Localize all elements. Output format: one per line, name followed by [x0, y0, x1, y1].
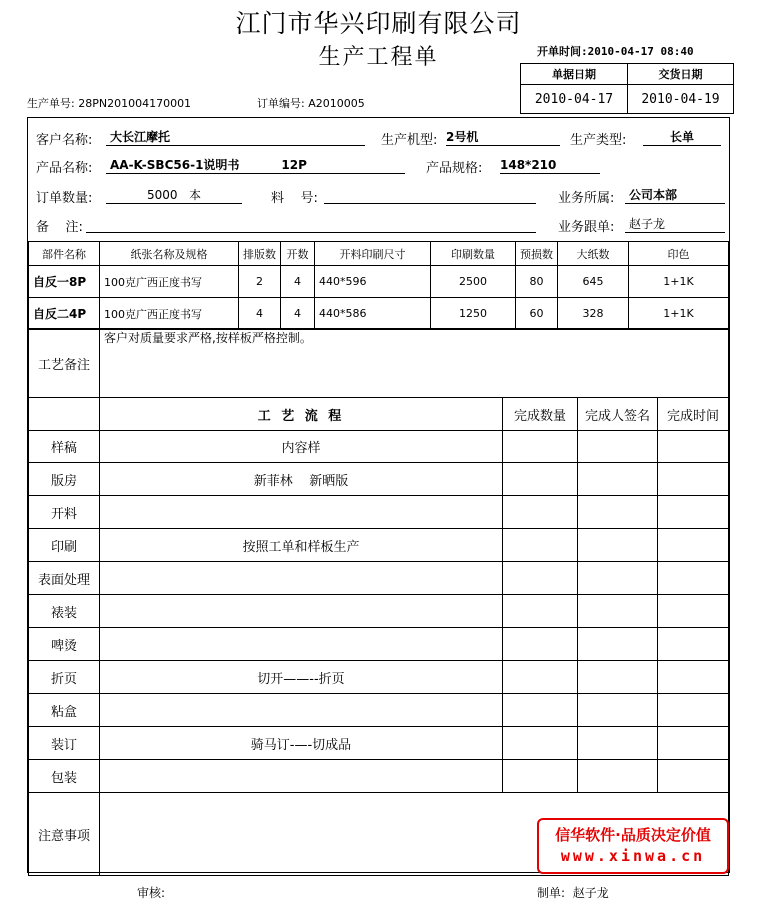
part-layout: 2 [239, 266, 281, 298]
part-cut: 4 [281, 266, 315, 298]
done-qty-cell[interactable] [503, 628, 578, 661]
signer-cell[interactable] [578, 562, 658, 595]
parts-header-row [29, 242, 729, 266]
col-sheets: 大纸数 [558, 242, 629, 266]
signer-cell[interactable] [578, 694, 658, 727]
col-print-qty: 印刷数量 [431, 242, 516, 266]
parts-table [28, 241, 729, 330]
process-step: 折页 [29, 661, 100, 694]
customer-value: 大长江摩托 [106, 129, 365, 146]
process-row [29, 595, 729, 628]
process-step: 版房 [29, 463, 100, 496]
part-sheets: 328 [558, 298, 629, 330]
process-row [29, 628, 729, 661]
delivery-date-header: 交货日期 [628, 64, 734, 85]
signer-cell[interactable] [578, 496, 658, 529]
done-time-cell[interactable] [658, 694, 729, 727]
part-color: 1+1K [629, 266, 729, 298]
follower-value: 赵子龙 [625, 216, 725, 233]
done-time-cell[interactable] [658, 661, 729, 694]
signer-cell[interactable] [578, 529, 658, 562]
table-row [29, 298, 729, 330]
process-step: 印刷 [29, 529, 100, 562]
process-step: 裱装 [29, 595, 100, 628]
signer-cell[interactable] [578, 628, 658, 661]
product-pages: 12P [281, 158, 307, 172]
process-row [29, 529, 729, 562]
done-qty-cell[interactable] [503, 529, 578, 562]
dates-table [520, 63, 734, 114]
col-size: 开料印刷尺寸 [315, 242, 431, 266]
product-name: AA-K-SBC56-1说明书 [110, 158, 240, 172]
done-qty-cell[interactable] [503, 694, 578, 727]
signer-cell[interactable] [578, 727, 658, 760]
process-desc [100, 595, 503, 628]
process-step: 表面处理 [29, 562, 100, 595]
customer-label: 客户名称: [36, 133, 93, 148]
done-qty-cell[interactable] [503, 595, 578, 628]
product-value [106, 157, 405, 174]
process-row [29, 431, 729, 463]
process-table [28, 328, 729, 876]
done-time-cell[interactable] [658, 595, 729, 628]
done-time-cell[interactable] [658, 529, 729, 562]
signer-cell[interactable] [578, 760, 658, 793]
col-color: 印色 [629, 242, 729, 266]
col-waste: 预损数 [516, 242, 558, 266]
watermark-slogan: 信华软件·品质决定价值 [555, 826, 711, 844]
done-qty-cell[interactable] [503, 661, 578, 694]
spec-value: 148*210 [500, 157, 600, 174]
software-watermark [537, 818, 729, 874]
process-step: 包装 [29, 760, 100, 793]
dept-label: 业务所属: [558, 191, 615, 206]
qty-unit: 本 [188, 188, 201, 202]
dept-value: 公司本部 [625, 187, 725, 204]
order-no-value: A2010005 [308, 97, 365, 110]
process-desc: 内容样 [100, 431, 503, 463]
done-qty-cell[interactable] [503, 463, 578, 496]
order-no [257, 95, 365, 111]
material-label: 料 号: [271, 191, 318, 206]
process-desc: 切开——--折页 [100, 661, 503, 694]
process-header-blank [29, 398, 100, 431]
remark-label: 备 注: [36, 220, 83, 235]
process-step: 开料 [29, 496, 100, 529]
done-qty-cell[interactable] [503, 760, 578, 793]
part-sheets: 645 [558, 266, 629, 298]
done-time-cell[interactable] [658, 760, 729, 793]
done-time-cell[interactable] [658, 562, 729, 595]
col-paper: 纸张名称及规格 [100, 242, 239, 266]
process-row [29, 694, 729, 727]
reviewer-label: 审核: [137, 886, 166, 900]
company-name: 江门市华兴印刷有限公司 [235, 9, 522, 38]
done-time-cell[interactable] [658, 496, 729, 529]
part-color: 1+1K [629, 298, 729, 330]
process-step: 粘盒 [29, 694, 100, 727]
follower-label: 业务跟单: [558, 220, 615, 235]
col-part-name: 部件名称 [29, 242, 100, 266]
part-waste: 60 [516, 298, 558, 330]
done-time-cell[interactable] [658, 463, 729, 496]
maker-value: 赵子龙 [572, 886, 609, 900]
process-row [29, 661, 729, 694]
signer-cell[interactable] [578, 661, 658, 694]
production-no-value: 28PN201004170001 [78, 97, 192, 110]
col-layout: 排版数 [239, 242, 281, 266]
part-cut: 4 [281, 298, 315, 330]
process-row [29, 562, 729, 595]
signer-cell[interactable] [578, 431, 658, 463]
production-no [27, 95, 191, 111]
process-header-row [29, 398, 729, 431]
process-row [29, 496, 729, 529]
craft-note-value: 客户对质量要求严格,按样板严格控制。 [100, 329, 729, 398]
part-name: 自反二4P [29, 298, 100, 330]
document-title: 生产工程单 [318, 45, 439, 70]
qty-value [106, 187, 242, 204]
process-desc [100, 694, 503, 727]
done-qty-cell[interactable] [503, 431, 578, 463]
doc-date-header: 单据日期 [521, 64, 628, 85]
col-cut: 开数 [281, 242, 315, 266]
part-waste: 80 [516, 266, 558, 298]
process-desc [100, 496, 503, 529]
done-qty-cell[interactable] [503, 496, 578, 529]
notes-label: 注意事项 [29, 793, 100, 876]
watermark-url: www.xinwa.cn [560, 847, 706, 865]
open-time-label: 开单时间: [537, 45, 588, 58]
done-qty-cell[interactable] [503, 727, 578, 760]
order-no-label: 订单编号: [257, 97, 305, 110]
remark-value [86, 216, 536, 233]
process-desc: 新菲林 新晒版 [100, 463, 503, 496]
machine-label: 生产机型: [381, 133, 438, 148]
maker [537, 884, 609, 901]
part-print-qty: 2500 [431, 266, 516, 298]
signer-cell[interactable] [578, 595, 658, 628]
process-step: 样稿 [29, 431, 100, 463]
part-paper: 100克广西正度书写 [100, 298, 239, 330]
process-row [29, 727, 729, 760]
material-value [324, 187, 536, 204]
process-step: 啤烫 [29, 628, 100, 661]
part-size: 440*596 [315, 266, 431, 298]
col-signer: 完成人签名 [578, 398, 658, 431]
col-done-qty: 完成数量 [503, 398, 578, 431]
done-time-cell[interactable] [658, 727, 729, 760]
craft-note-row [29, 329, 729, 398]
product-label: 产品名称: [36, 161, 93, 176]
signer-cell[interactable] [578, 463, 658, 496]
prod-type-label: 生产类型: [570, 133, 627, 148]
machine-value: 2号机 [446, 129, 560, 146]
process-row [29, 463, 729, 496]
prod-type-value: 长单 [643, 129, 721, 146]
process-step: 装订 [29, 727, 100, 760]
part-size: 440*586 [315, 298, 431, 330]
order-header-fields [28, 118, 729, 238]
part-name: 自反一8P [29, 266, 100, 298]
process-row [29, 760, 729, 793]
process-desc [100, 760, 503, 793]
maker-label: 制单: [537, 886, 566, 900]
work-order-form [27, 117, 730, 873]
process-desc: 按照工单和样板生产 [100, 529, 503, 562]
craft-note-label: 工艺备注 [29, 329, 100, 398]
part-layout: 4 [239, 298, 281, 330]
process-title: 工 艺 流 程 [100, 398, 503, 431]
process-desc [100, 628, 503, 661]
col-done-time: 完成时间 [658, 398, 729, 431]
open-time [537, 43, 694, 59]
done-time-cell[interactable] [658, 431, 729, 463]
part-print-qty: 1250 [431, 298, 516, 330]
table-row [29, 266, 729, 298]
qty-label: 订单数量: [36, 191, 93, 206]
reviewer [137, 884, 165, 901]
qty-number: 5000 [146, 188, 178, 202]
production-no-label: 生产单号: [27, 97, 75, 110]
process-desc [100, 562, 503, 595]
part-paper: 100克广西正度书写 [100, 266, 239, 298]
open-time-value: 2010-04-17 08:40 [587, 45, 694, 58]
process-desc: 骑马订-—-切成品 [100, 727, 503, 760]
doc-date-value: 2010-04-17 [521, 85, 628, 114]
spec-label: 产品规格: [426, 161, 483, 176]
done-time-cell[interactable] [658, 628, 729, 661]
done-qty-cell[interactable] [503, 562, 578, 595]
delivery-date-value: 2010-04-19 [628, 85, 734, 114]
